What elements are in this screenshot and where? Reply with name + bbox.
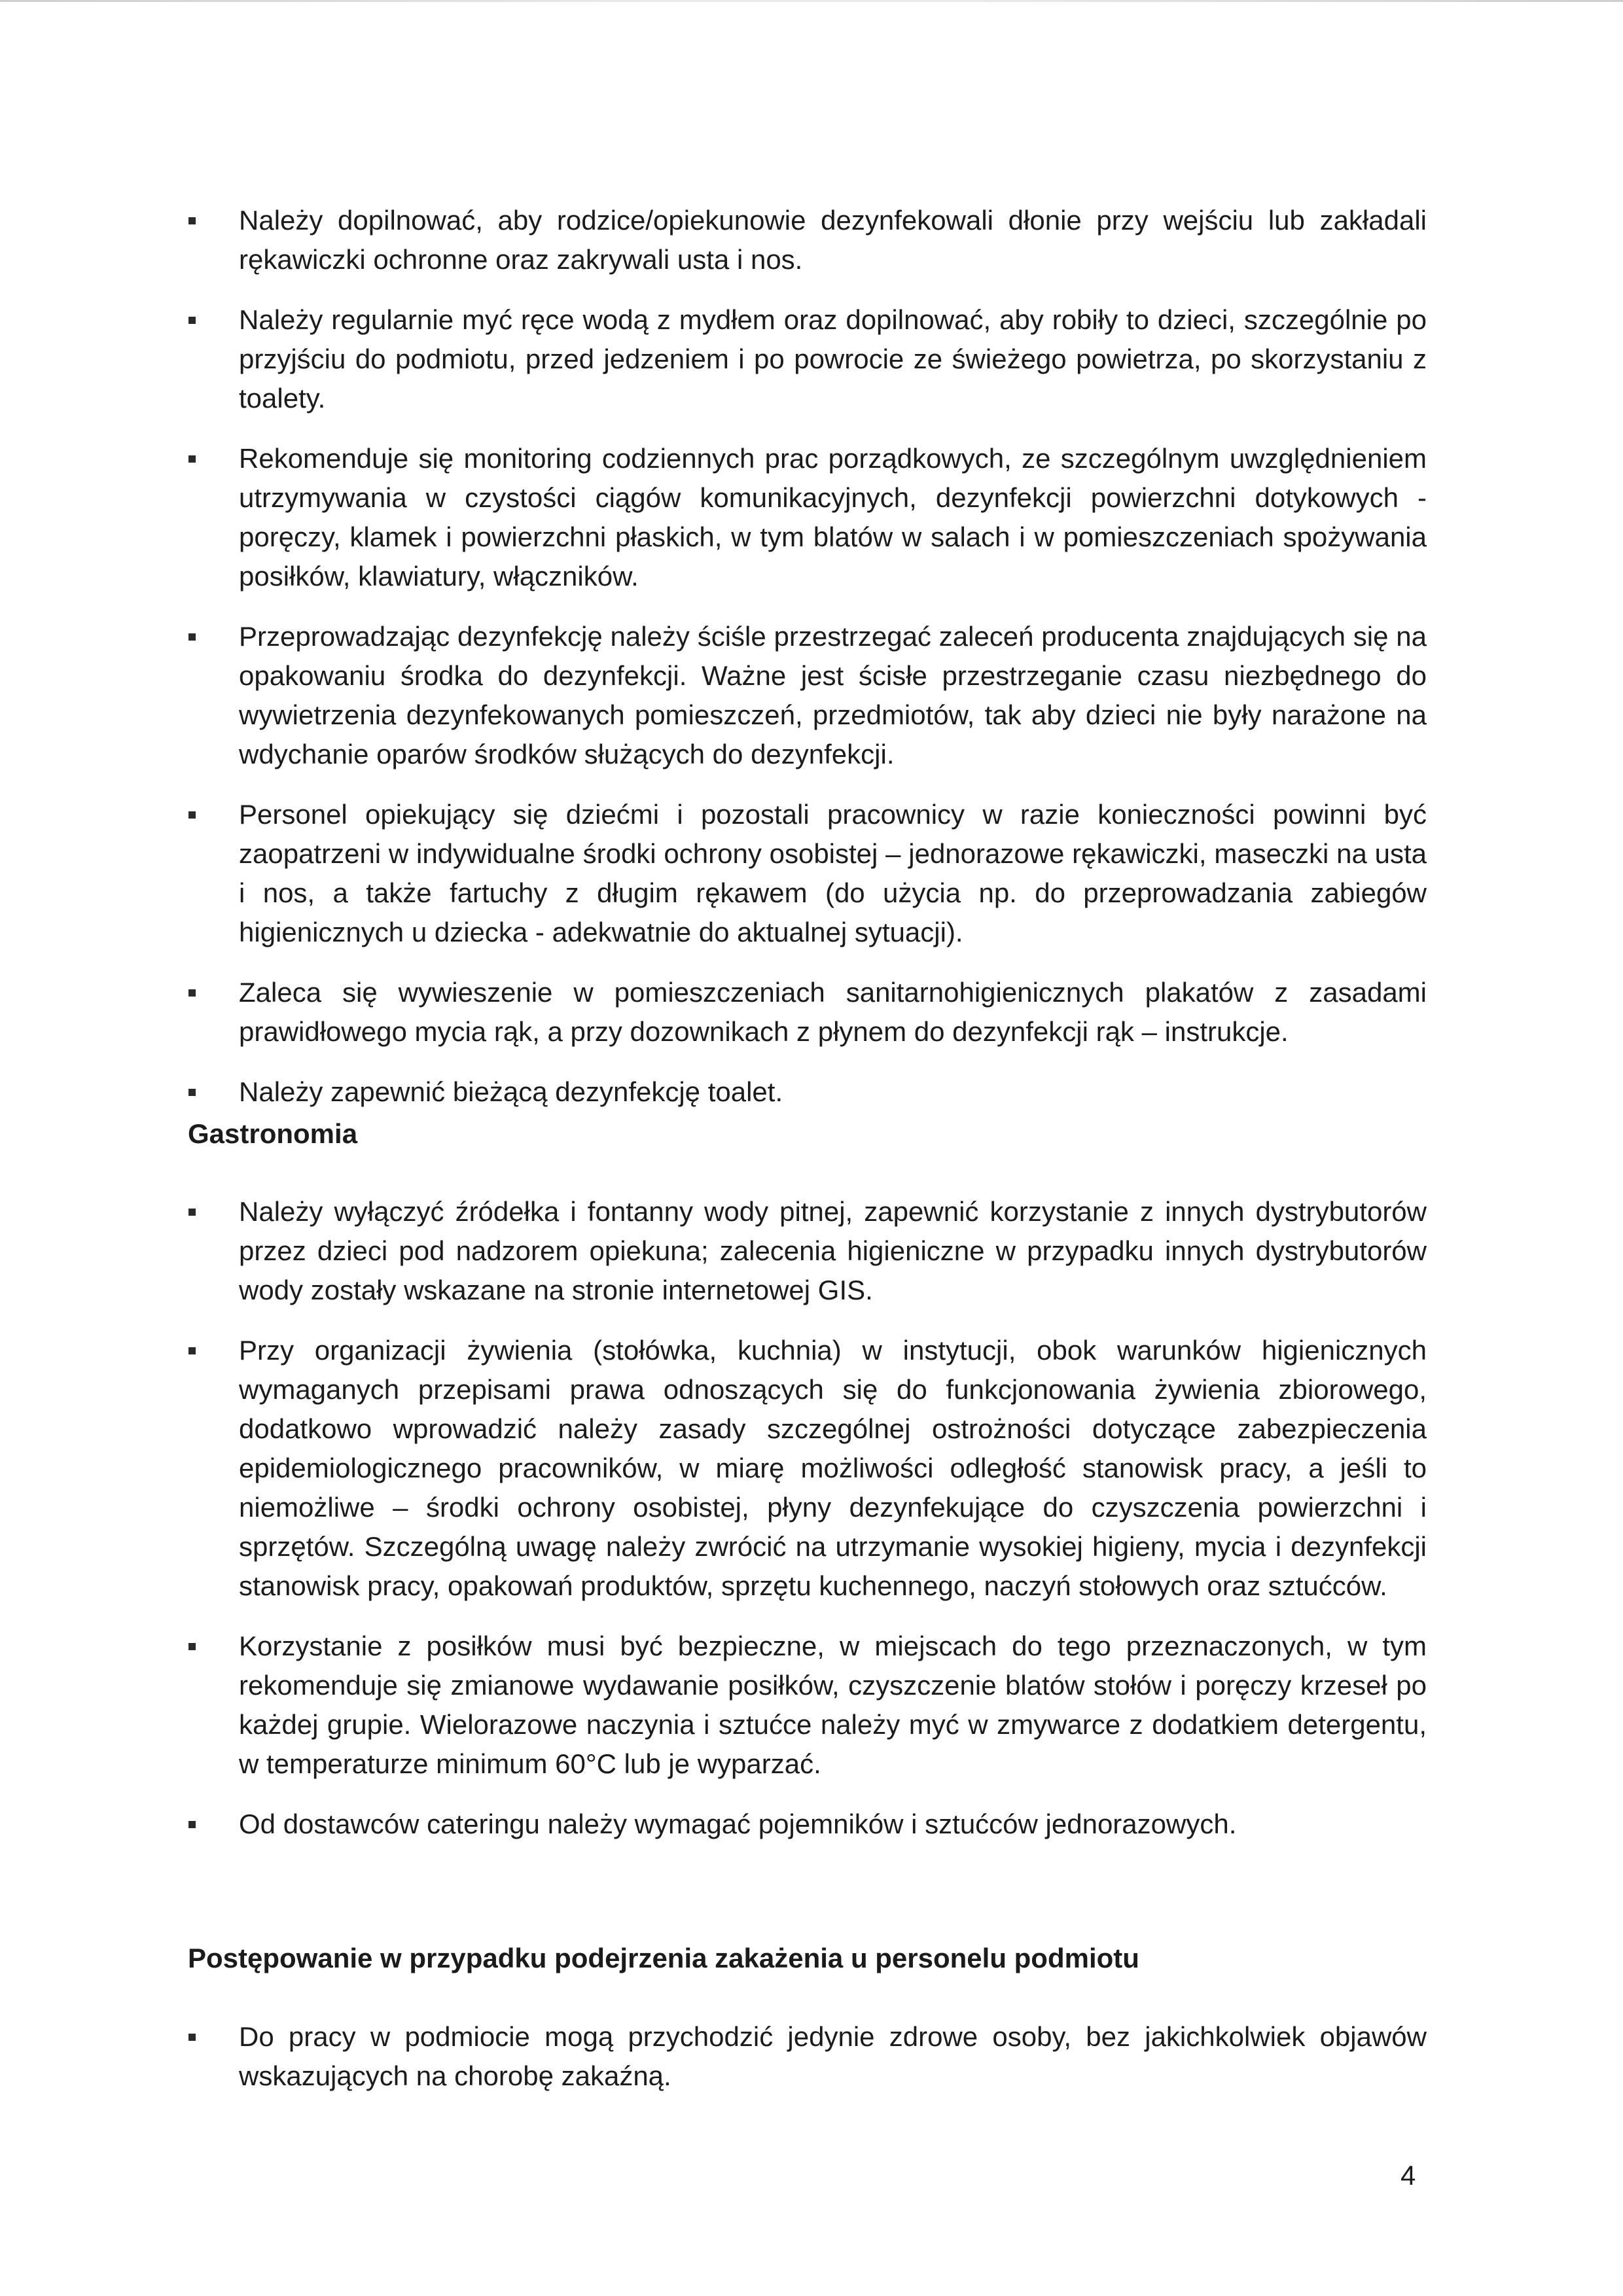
list-item: Personel opiekujący się dziećmi i pozostali pracownicy w razie konieczności powinni być zaopatrzeni w indywidualne środki ochrony osobistej – jednorazowe rękawiczki, maseczki na usta i nos, a także fartuchy z długim rękawem (do użycia np. do przeprowadzania zabiegów higienicznych u dziecka - adekwatnie do aktualnej sytuacji). [183,795,1427,952]
list-item: Przeprowadzając dezynfekcję należy ściśle przestrzegać zaleceń producenta znajdujących się na opakowaniu środka do dezynfekcji. Ważne jest ścisłe przestrzeganie czasu niezbędnego do wywietrzenia dezynfekowanych pomieszczeń, przedmiotów, tak aby dzieci nie były narażone na wdychanie oparów środków służących do dezynfekcji. [183,617,1427,774]
bullet-square-icon [188,1209,196,1216]
general-hygiene-section [183,201,1427,1133]
bullet-square-icon [188,455,196,463]
list-item: Należy dopilnować, aby rodzice/opiekunowie dezynfekowali dłonie przy wejściu lub zakładali rękawiczki ochronne oraz zakrywali usta i nos. [183,201,1427,279]
list-item: Należy regularnie myć ręce wodą z mydłem oraz dopilnować, aby robiły to dzieci, szczególnie po przyjściu do podmiotu, przed jedzeniem i po powrocie ze świeżego powietrza, po skorzystaniu z toalety. [183,300,1427,418]
list-item: Zaleca się wywieszenie w pomieszczeniach sanitarnohigienicznych plakatów z zasadami prawidłowego mycia rąk, a przy dozownikach z płynem do dezynfekcji rąk – instrukcje. [183,973,1427,1051]
list-item: Należy wyłączyć źródełka i fontanny wody pitnej, zapewnić korzystanie z innych dystrybutorów przez dzieci pod nadzorem opiekuna; zalecenia higieniczne w przypadku innych dystrybutorów wody zostały wskazane na stronie internetowej GIS. [183,1192,1427,1310]
bullet-square-icon [188,317,196,324]
bullet-square-icon [188,2034,196,2041]
bullet-square-icon [188,811,196,819]
scan-top-edge [0,0,1623,2]
bullet-square-icon [188,633,196,641]
bullet-square-icon [188,1089,196,1096]
general-hygiene-list [183,201,1427,1112]
staff-infection-heading: Postępowanie w przypadku podejrzenia zakażenia u personelu podmiotu [188,1943,1139,1973]
bullet-square-icon [188,1821,196,1828]
list-item: Przy organizacji żywienia (stołówka, kuchnia) w instytucji, obok warunków higienicznych wymaganych przepisami prawa odnoszących się do funkcjonowania żywienia zbiorowego, dodatkowo wprowadzić należy zasady szczególnej ostrożności dotyczące zabezpieczenia epidemiologicznego pracowników, w miarę możliwości odległość stanowisk pracy, a jeśli to niemożliwe – środki ochrony osobistej, płyny dezynfekujące do czyszczenia powierzchni i sprzętów. Szczególną uwagę należy zwrócić na utrzymanie wysokiej higieny, mycia i dezynfekcji stanowisk pracy, opakowań produktów, sprzętu kuchennego, naczyń stołowych oraz sztućców. [183,1331,1427,1606]
gastronomy-section [183,1192,1427,1865]
bullet-square-icon [188,217,196,224]
page-number: 4 [1400,2160,1416,2191]
bullet-square-icon [188,1347,196,1354]
list-item: Korzystanie z posiłków musi być bezpieczne, w miejscach do tego przeznaczonych, w tym rekomenduje się zmianowe wydawanie posiłków, czyszczenie blatów stołów i poręczy krzeseł po każdej grupie. Wielorazowe naczynia i sztućce należy myć w zmywarce z dodatkiem detergentu, w temperaturze minimum 60°C lub je wyparzać. [183,1627,1427,1784]
list-item: Do pracy w podmiocie mogą przychodzić jedynie zdrowe osoby, bez jakichkolwiek objawów wskazujących na chorobę zakaźną. [183,2017,1427,2096]
gastronomy-list [183,1192,1427,1844]
gastronomy-heading: Gastronomia [188,1118,358,1149]
bullet-square-icon [188,1643,196,1650]
bullet-square-icon [188,989,196,997]
staff-infection-list [183,2017,1427,2096]
list-item: Od dostawców cateringu należy wymagać pojemników i sztućców jednorazowych. [183,1805,1427,1844]
list-item: Należy zapewnić bieżącą dezynfekcję toalet. [183,1072,1427,1112]
list-item: Rekomenduje się monitoring codziennych prac porządkowych, ze szczególnym uwzględnieniem utrzymywania w czystości ciągów komunikacyjnych, dezynfekcji powierzchni dotykowych - poręczy, klamek i powierzchni płaskich, w tym blatów w salach i w pomieszczeniach spożywania posiłków, klawiatury, włączników. [183,439,1427,596]
staff-infection-section [183,2017,1427,2117]
